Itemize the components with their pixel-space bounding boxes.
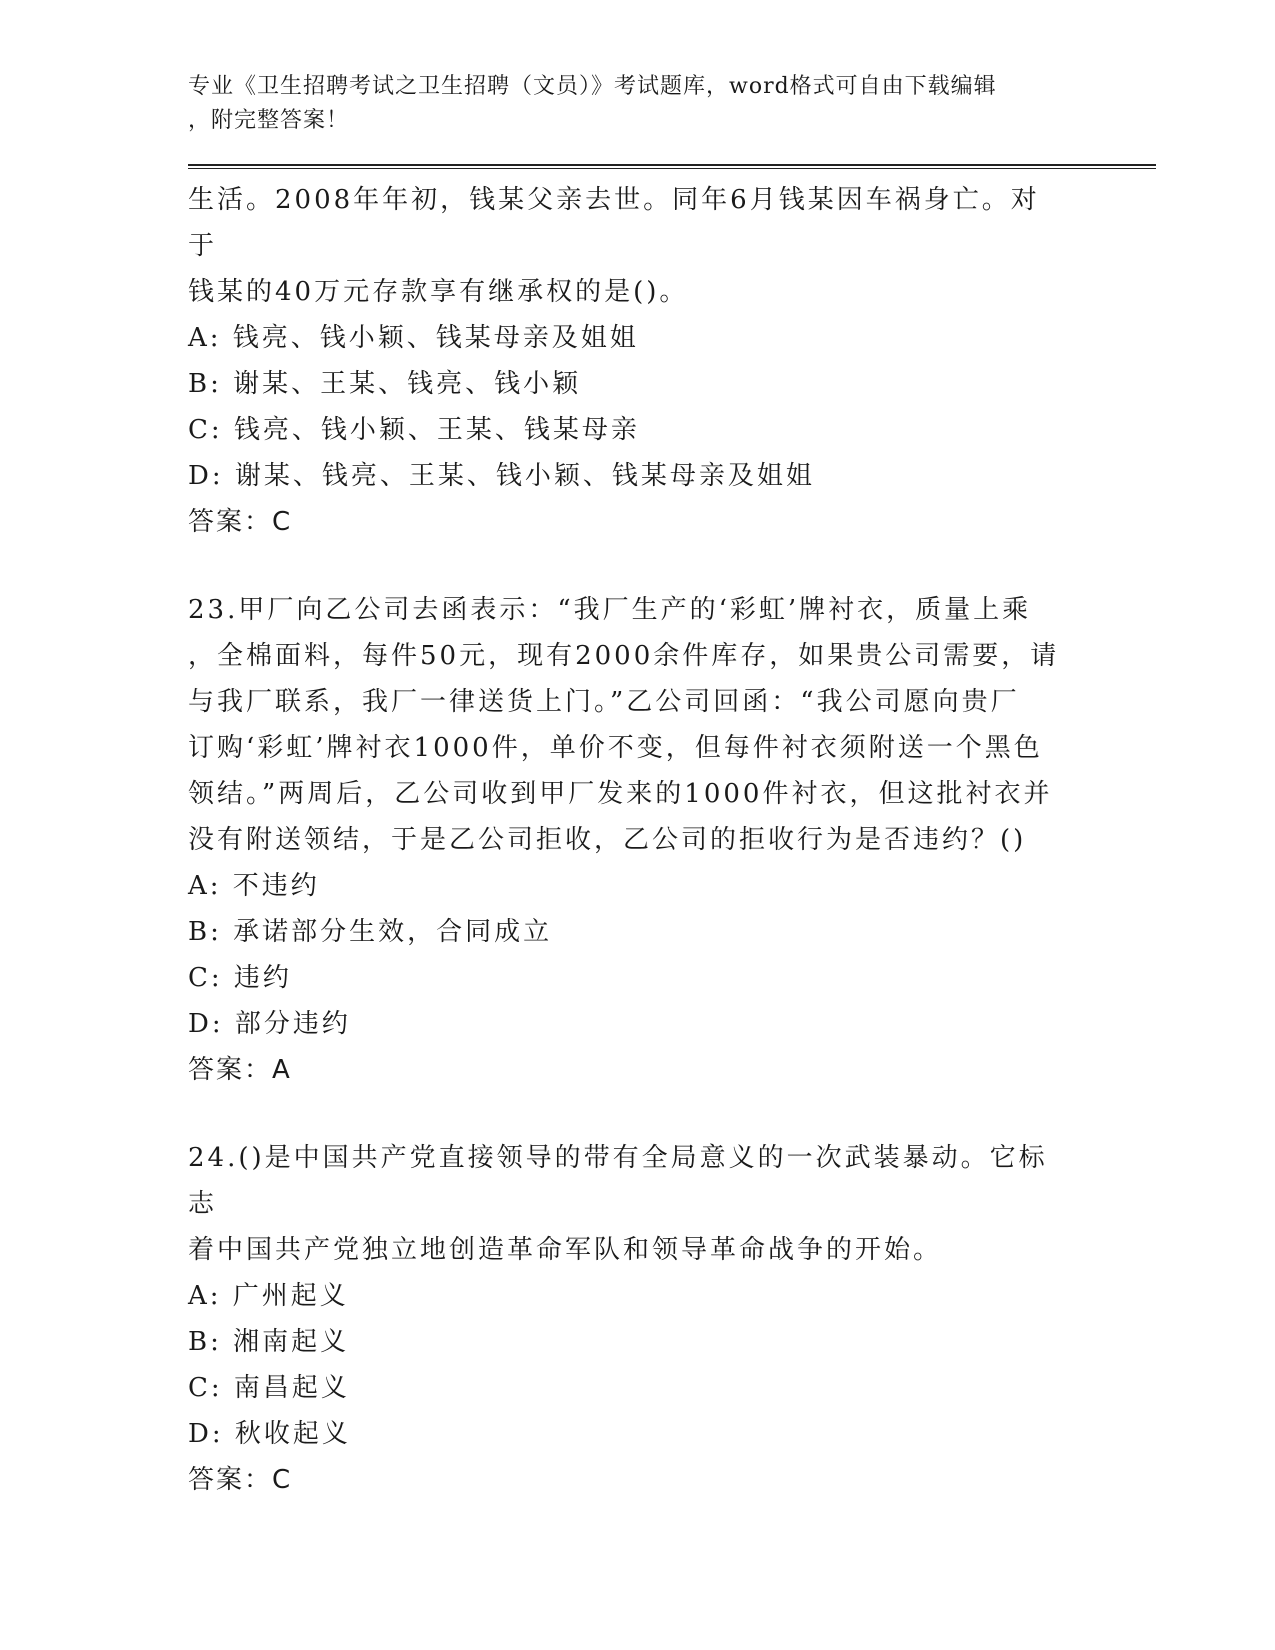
question-text [188, 1135, 1068, 1273]
question-text-line: 没有附送领结，于是乙公司拒收，乙公司的拒收行为是否违约？() [188, 825, 1027, 855]
question-22 [188, 177, 1068, 545]
option-d: D: 秋收起义 [188, 1419, 351, 1449]
question-text-line: 生活。2008年年初，钱某父亲去世。同年6月钱某因车祸身亡。对于 [188, 185, 1040, 261]
option-d: D: 部分违约 [188, 1009, 351, 1039]
document-header [188, 70, 1068, 138]
option-a: A: 钱亮、钱小颖、钱某母亲及姐姐 [188, 323, 639, 353]
question-text-line: 23.甲厂向乙公司去函表示：“我厂生产的‘彩虹’牌衬衣，质量上乘 [188, 595, 1032, 625]
header-divider [188, 164, 1156, 169]
question-text-line: 钱某的40万元存款享有继承权的是()。 [188, 277, 689, 307]
option-b: B: 承诺部分生效，合同成立 [188, 917, 553, 947]
option-a: A: 不违约 [188, 871, 320, 901]
question-list [188, 177, 1068, 1503]
question-text-line: 领结。”两周后，乙公司收到甲厂发来的1000件衬衣，但这批衬衣并 [188, 779, 1053, 809]
option-c: C: 违约 [188, 963, 292, 993]
header-line-1: 专业《卫生招聘考试之卫生招聘（文员）》考试题库，word格式可自由下载编辑 [188, 74, 997, 99]
answer-label: 答案：A [188, 1055, 292, 1085]
question-text [188, 587, 1068, 863]
option-c: C: 钱亮、钱小颖、王某、钱某母亲 [188, 415, 640, 445]
document-page [188, 70, 1068, 1545]
option-b: B: 湘南起义 [188, 1327, 350, 1357]
option-b: B: 谢某、王某、钱亮、钱小颖 [188, 369, 582, 399]
option-d: D: 谢某、钱亮、王某、钱小颖、钱某母亲及姐姐 [188, 461, 815, 491]
question-23 [188, 587, 1068, 1093]
question-text [188, 177, 1068, 315]
answer-label: 答案：C [188, 1465, 293, 1495]
question-text-line: 着中国共产党独立地创造革命军队和领导革命战争的开始。 [188, 1235, 943, 1265]
question-text-line: 24.()是中国共产党直接领导的带有全局意义的一次武装暴动。它标志 [188, 1143, 1048, 1219]
answer-label: 答案：C [188, 507, 293, 537]
question-24 [188, 1135, 1068, 1503]
header-line-2: ，附完整答案！ [188, 108, 350, 133]
question-text-line: 订购‘彩虹’牌衬衣1000件，单价不变，但每件衬衣须附送一个黑色 [188, 733, 1043, 763]
question-text-line: ，全棉面料，每件50元，现有2000余件库存，如果贵公司需要，请 [188, 641, 1060, 671]
option-a: A: 广州起义 [188, 1281, 349, 1311]
option-c: C: 南昌起义 [188, 1373, 350, 1403]
question-text-line: 与我厂联系，我厂一律送货上门。”乙公司回函：“我公司愿向贵厂 [188, 687, 1020, 717]
